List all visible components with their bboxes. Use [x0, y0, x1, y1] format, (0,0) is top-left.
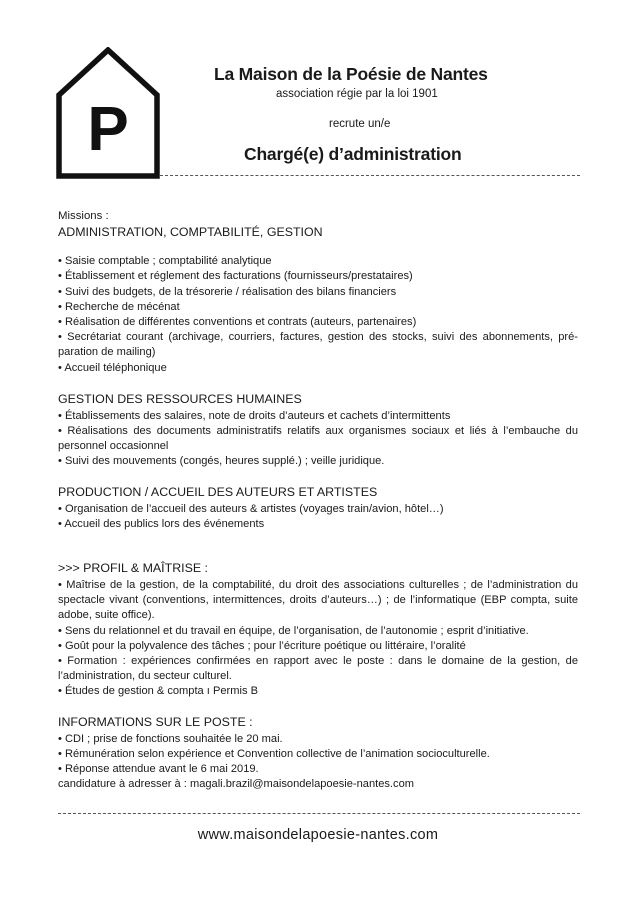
section-administration [58, 224, 578, 376]
section-heading: PRODUCTION / ACCUEIL DES AUTEURS ET ARTISTES [58, 484, 378, 499]
section-human-resources [58, 391, 578, 470]
house-p-logo [56, 47, 160, 179]
list-item: • Organisation de l’accueil des auteurs & artistes (voyages train/avion, hôtel…) [58, 502, 444, 515]
section-heading: >>> PROFIL & MAÎTRISE : [58, 561, 208, 576]
list-item: • Réalisation de différentes conventions et contrats (auteurs, partenaires) [58, 316, 417, 329]
list-item: • Accueil téléphonique [58, 361, 167, 374]
section-job-info [58, 714, 578, 793]
section-heading: ADMINISTRATION, COMPTABILITÉ, GESTION [58, 225, 323, 240]
job-title: Chargé(e) d’administration [244, 144, 462, 164]
list-item: • Maîtrise de la gestion, de la comptabilité, du droit des associations culturelles ; de l’administration du spectacle vivant (conventions, intermittences, droits d’auteurs…) ; de l’informatique (EBP compta, suite adobe, suite office). [58, 579, 578, 622]
organization-name: La Maison de la Poésie de Nantes [214, 64, 488, 84]
section-heading: GESTION DES RESSOURCES HUMAINES [58, 391, 302, 406]
list-item: • Accueil des publics lors des événements [58, 517, 265, 530]
list-item: • Établissement et réglement des facturations (fournisseurs/prestataires) [58, 270, 413, 283]
list-item: • Réalisations des documents administratifs relatifs aux organismes sociaux et liés à l’embauche du personnel occasionnel [58, 425, 578, 453]
list-item: • Suivi des budgets, de la trésorerie / réalisation des bilans financiers [58, 285, 397, 298]
list-item: • Établissements des salaires, note de droits d’auteurs et cachets d’intermittents [58, 409, 451, 422]
header-divider [160, 175, 580, 176]
section-heading: INFORMATIONS SUR LE POSTE : [58, 714, 253, 729]
website-link[interactable]: www.maisondelapoesie-nantes.com [197, 827, 439, 843]
footer-divider [58, 813, 580, 814]
svg-text:P: P [87, 95, 129, 164]
list-item: • Réponse attendue avant le 6 mai 2019. [58, 763, 259, 776]
job-description [58, 209, 578, 792]
contact-line: candidature à adresser à : magali.brazil@maisondelapoesie-nantes.com [58, 778, 414, 791]
organization-subtitle: association régie par la loi 1901 [276, 88, 438, 100]
missions-label: Missions : [58, 210, 109, 222]
list-item: • Rémunération selon expérience et Convention collective de l’animation socioculturelle. [58, 747, 490, 760]
list-item: • Goût pour la polyvalence des tâches ; pour l’écriture poétique ou littéraire, l’oralité [58, 639, 466, 652]
section-profile [58, 560, 578, 700]
list-item: • Sens du relationnel et du travail en équipe, de l’organisation, de l’autonomie ; esprit d’initiative. [58, 624, 529, 637]
list-item: • Secrétariat courant (archivage, courriers, factures, gestion des stocks, suivi des abonnements, pré-paration de mailing) [58, 331, 578, 359]
list-item: • CDI ; prise de fonctions souhaitée le 20 mai. [58, 732, 283, 745]
section-production [58, 484, 578, 532]
list-item: • Suivi des mouvements (congés, heures supplé.) ; veille juridique. [58, 455, 385, 468]
list-item: • Formation : expériences confirmées en rapport avec le poste : dans le domaine de la gestion, de l’administration, du secteur culturel. [58, 655, 578, 683]
recruit-text: recrute un/e [329, 118, 391, 130]
list-item: • Recherche de mécénat [58, 300, 180, 313]
list-item: • Études de gestion & compta ı Permis B [58, 685, 258, 698]
list-item: • Saisie comptable ; comptabilité analytique [58, 255, 272, 268]
